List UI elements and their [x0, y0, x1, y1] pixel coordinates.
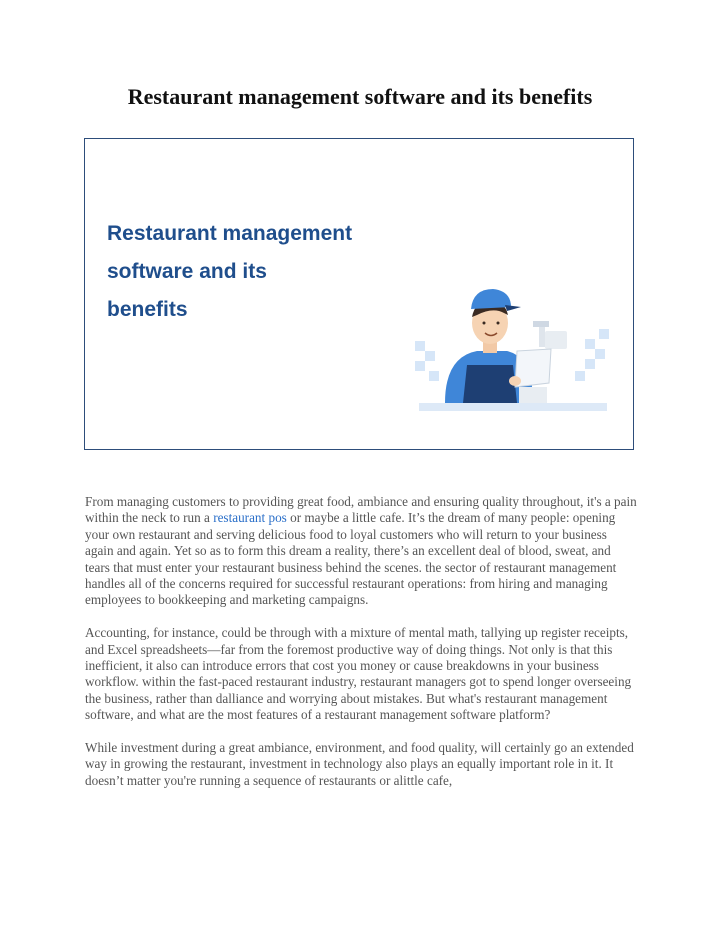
article-body [85, 494, 637, 806]
paragraph-3: While investment during a great ambiance, environment, and food quality, will certainly go an extended way in growing the restaurant, investment in technology also plays an equally important role in it. It doesn’t matter you're running a sequence of restaurants or alittle cafe, [85, 740, 634, 788]
hero-heading [107, 215, 407, 329]
hero-heading-line-1: Restaurant management [107, 222, 353, 245]
paragraph-1 [85, 494, 637, 609]
paragraph-1-end: or maybe a little cafe. It’s the dream of many people: opening your own restaurant and serving delicious food to loyal customers who will return to your business again and again. Yet so as to form this dream a reality, there’s an excellent deal of blood, sweat, and tears that must enter your restaurant business behind the scenes. the sector of restaurant management handles all of the concerns required for successful restaurant operations: from hiring and managing employees to bookkeeping and marketing campaigns. [85, 510, 617, 608]
page-title: Restaurant management software and its benefits [127, 84, 593, 109]
restaurant-pos-link[interactable]: restaurant pos [213, 510, 287, 526]
hero-heading-line-2: software and its [107, 260, 267, 283]
paragraph-1-start: From managing customers to providing great food, ambiance and ensuring quality throughout, it's a pain within the neck to run a [85, 494, 637, 526]
paragraph-2: Accounting, for instance, could be through with a mixture of mental math, tallying up register receipts, and Excel spreadsheets—far from the foremost productive way of doing things. Not only is that this inefficient, it also can introduce errors that cost you money or cause breakdowns in your business workflow. within the fast-paced restaurant industry, restaurant managers got to spend longer overseeing the business, rather than dalliance and worrying about mistakes. But what's restaurant management software, and what are the most features of a restaurant management software platform? [85, 625, 632, 723]
cashier-icon [415, 279, 615, 419]
hero-heading-line-3: benefits [107, 298, 188, 321]
hero-banner [84, 138, 634, 450]
